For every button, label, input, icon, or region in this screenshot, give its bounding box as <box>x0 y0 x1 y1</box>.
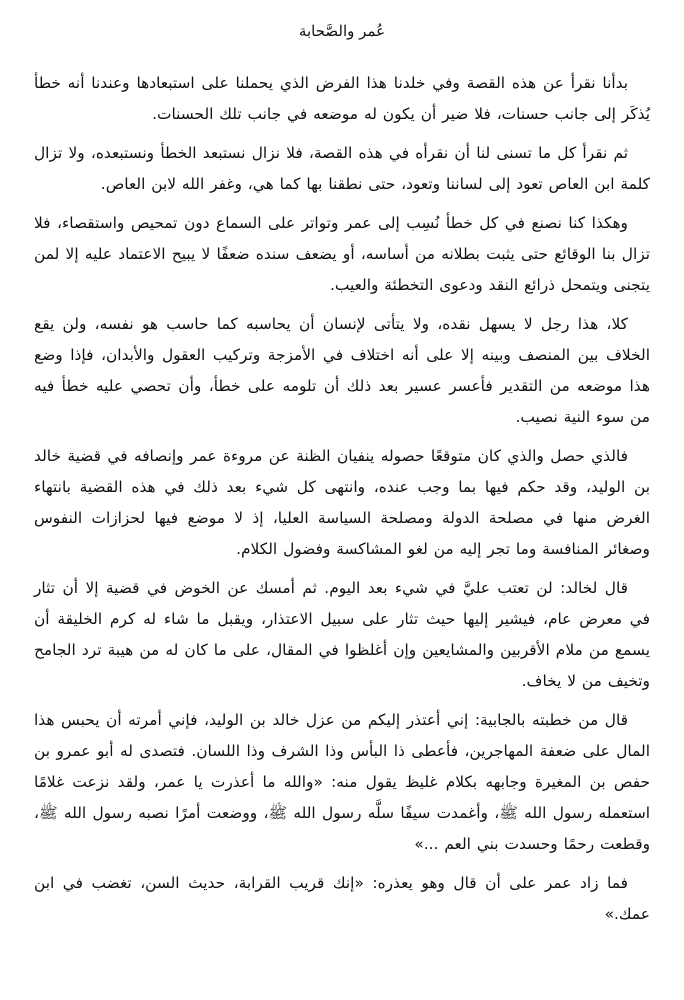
running-header: عُمر والصَّحابة <box>298 22 386 40</box>
paragraph: كلا، هذا رجل لا يسهل نقده، ولا يتأتى لإنسان أن يحاسبه كما حاسب هو نفسه، ولن يقع الخلاف بين المنصف وبينه إلا على أنه اختلاف في الأمزجة وتركيب العقول والأبدان، فإذا وضع هذا موضعه من التقدير فأعسر عسير بعد ذلك أن تلومه على خطأ، وأن تحصي عليه خطأ فيه من سوء النية نصيب. <box>34 315 650 426</box>
paragraph: ثم نقرأ كل ما تسنى لنا أن نقرأه في هذه القصة، فلا نزال نستبعد الخطأ ونستبعده، ولا تزال كلمة ابن العاص تعود إلى لساننا وتعود، حتى نطقنا بها كما هي، وغفر الله لابن العاص. <box>34 144 650 193</box>
paragraph: بدأنا نقرأ عن هذه القصة وفي خلدنا هذا الفرض الذي يحملنا على استبعادها وعندنا أنه خطأ يُذكَر إلى جانب حسنات، فلا ضير أن يكون له موضعه في جانب تلك الحسنات. <box>34 74 650 123</box>
paragraph: فما زاد عمر على أن قال وهو يعذره: «إنك قريب القرابة، حديث السن، تغضب في ابن عمك.» <box>34 874 650 923</box>
body-text <box>34 68 650 930</box>
paragraph: قال لخالد: لن تعتب عليَّ في شيء بعد اليوم. ثم أمسك عن الخوض في قضية إلا أن تثار في معرض عام، فيشير إليها حيث تثار على سبيل الاعتذار، ويقبل ما شاء له كرم الخليقة أن يسمع من ملام الأقربين والمشايعين وإن أغلظوا في المقال، على ما كان له من هيبة ترد الجامح وتخيف من لا يخاف. <box>34 579 650 690</box>
paragraph: وهكذا كنا نصنع في كل خطأ نُسِب إلى عمر وتواتر على السماع دون تمحيص واستقصاء، فلا تزال بنا الوقائع حتى يثبت بطلانه من أساسه، أو يضعف سنده ضعفًا لا يبيح الاعتماد عليه إلا لمن يتجنى ويتمحل ذرائع النقد ودعوى التخطئة والعيب. <box>34 214 650 294</box>
paragraph: قال من خطبته بالجابية: إني أعتذر إليكم من عزل خالد بن الوليد، فإني أمرته أن يحبس هذا المال على ضعفة المهاجرين، فأعطى ذا البأس وذا الشرف وذا اللسان. فتصدى له أبو عمرو بن حفص بن المغيرة وجابهه بكلام غليظ يقول منه: «والله ما أعذرت يا عمر، ولقد نزعت غلامًا استعمله رسول الله ﷺ، وأغمدت سيفًا سلَّه رسول الله ﷺ، ووضعت أمرًا نصبه رسول الله ﷺ، وقطعت رحمًا وحسدت بني العم ...» <box>34 711 650 853</box>
paragraph: فالذي حصل والذي كان متوقعًا حصوله ينفيان الظنة عن مروءة عمر وإنصافه في قضية خالد بن الوليد، وقد حكم فيها بما وجب عنده، وانتهى كل شيء بعد ذلك في هذه القضية بانتهاء الغرض منها في مصلحة الدولة ومصلحة السياسة العليا، إذ لا موضع فيها لحزازات النفوس وصغائر المنافسة وما تجر إليه من لغو المشاكسة وفضول الكلام. <box>34 447 650 558</box>
